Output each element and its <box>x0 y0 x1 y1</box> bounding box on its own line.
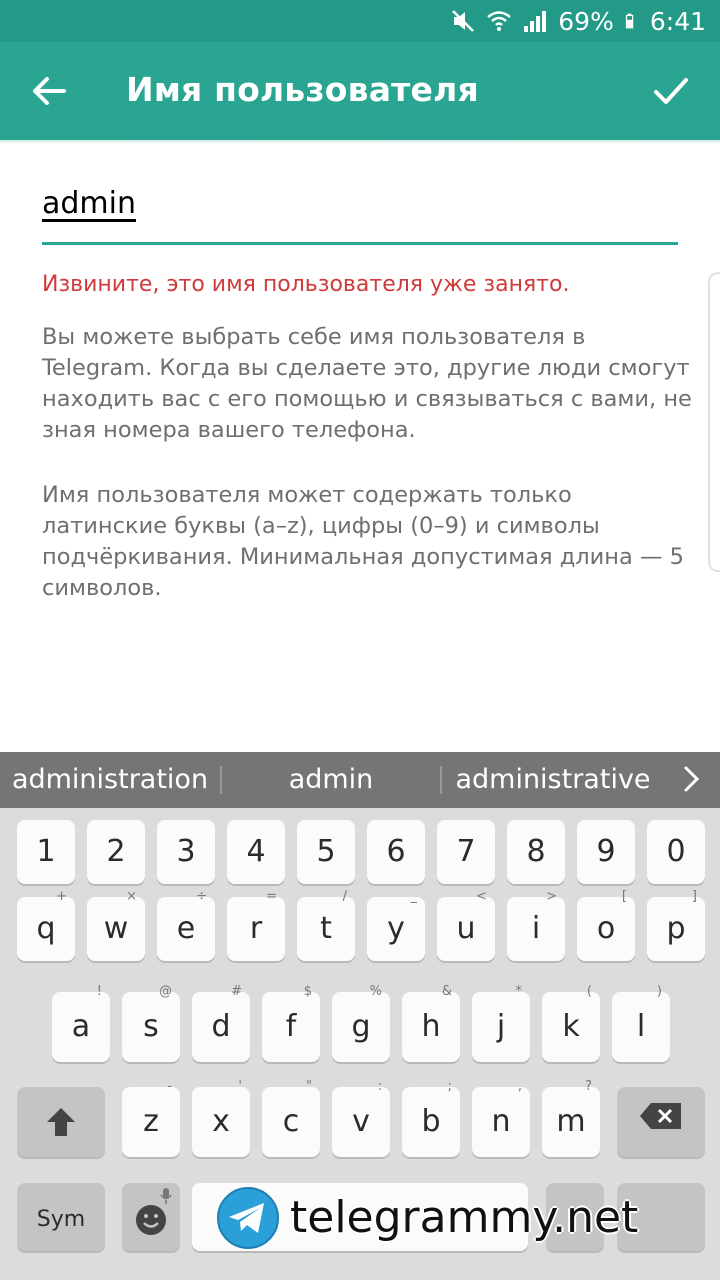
key-label: 2 <box>106 834 126 869</box>
key-9[interactable] <box>577 820 635 884</box>
key-label: n <box>491 1104 511 1139</box>
key-y[interactable] <box>367 889 425 961</box>
key-label: 8 <box>526 834 546 869</box>
key-hint: % <box>369 984 382 999</box>
key-label: 1 <box>36 834 56 869</box>
key-label: a <box>71 1009 91 1044</box>
key-w[interactable] <box>87 889 145 961</box>
emoji-icon <box>134 1203 168 1237</box>
key-label: m <box>556 1104 586 1139</box>
shift-arrow-icon <box>44 1105 78 1139</box>
key-label: r <box>249 911 263 946</box>
key-hint: [ <box>621 889 627 904</box>
key-label: e <box>176 911 196 946</box>
key-k[interactable] <box>542 984 600 1062</box>
shift-key[interactable] <box>17 1087 105 1157</box>
mute-icon <box>450 8 476 34</box>
status-bar <box>0 0 720 42</box>
key-hint: ; <box>447 1079 452 1094</box>
key-0[interactable] <box>647 820 705 884</box>
battery-percent: 69% <box>558 6 614 36</box>
key-1[interactable] <box>17 820 75 884</box>
key-x[interactable] <box>192 1079 250 1157</box>
key-label: f <box>285 1009 297 1044</box>
key-label: 0 <box>666 834 686 869</box>
telegram-logo-icon <box>216 1186 280 1250</box>
key-hint: _ <box>410 889 417 904</box>
suggestion-3[interactable]: administrative <box>455 764 651 795</box>
backspace-icon <box>639 1101 683 1131</box>
key-6[interactable] <box>367 820 425 884</box>
app-bar-shadow <box>0 140 720 144</box>
suggestion-2[interactable]: admin <box>288 764 374 795</box>
key-o[interactable] <box>577 889 635 961</box>
username-value: admin <box>42 186 136 221</box>
key-label: y <box>387 911 405 946</box>
key-7[interactable] <box>437 820 495 884</box>
key-label: d <box>211 1009 231 1044</box>
key-label: 4 <box>246 834 266 869</box>
key-j[interactable] <box>472 984 530 1062</box>
signal-icon <box>522 8 548 34</box>
key-label: p <box>666 911 686 946</box>
key-e[interactable] <box>157 889 215 961</box>
key-z[interactable] <box>122 1079 180 1157</box>
edge-panel-handle[interactable] <box>708 272 720 572</box>
key-label: 5 <box>316 834 336 869</box>
chevron-right-icon[interactable] <box>676 764 706 794</box>
key-r[interactable] <box>227 889 285 961</box>
key-hint: , <box>517 1079 522 1094</box>
key-p[interactable] <box>647 889 705 961</box>
key-label: c <box>282 1104 300 1139</box>
suggestion-1[interactable]: administration <box>11 764 209 795</box>
key-hint: # <box>231 984 242 999</box>
key-label: l <box>636 1009 646 1044</box>
key-hint: - <box>167 1079 172 1094</box>
key-q[interactable] <box>17 889 75 961</box>
key-hint: / <box>342 889 347 904</box>
key-b[interactable] <box>402 1079 460 1157</box>
app-bar <box>0 42 720 140</box>
key-i[interactable] <box>507 889 565 961</box>
key-hint: ÷ <box>196 889 207 904</box>
key-hint: & <box>441 984 452 999</box>
key-label: 3 <box>176 834 196 869</box>
key-5[interactable] <box>297 820 355 884</box>
username-input[interactable] <box>42 178 678 245</box>
key-s[interactable] <box>122 984 180 1062</box>
wifi-icon <box>486 8 512 34</box>
key-h[interactable] <box>402 984 460 1062</box>
battery-icon <box>624 8 640 34</box>
key-hint: < <box>476 889 487 904</box>
key-f[interactable] <box>262 984 320 1062</box>
key-hint: + <box>56 889 67 904</box>
key-hint: ! <box>96 984 102 999</box>
key-3[interactable] <box>157 820 215 884</box>
key-g[interactable] <box>332 984 390 1062</box>
backspace-key[interactable] <box>617 1087 705 1157</box>
key-t[interactable] <box>297 889 355 961</box>
key-label: b <box>421 1104 441 1139</box>
key-label: o <box>596 911 616 946</box>
key-label: g <box>351 1009 371 1044</box>
suggestion-bar <box>0 752 720 808</box>
key-label: x <box>212 1104 230 1139</box>
key-hint: $ <box>303 984 312 999</box>
key-hint: = <box>266 889 277 904</box>
key-hint: ? <box>585 1079 592 1094</box>
key-hint: " <box>306 1079 312 1094</box>
key-2[interactable] <box>87 820 145 884</box>
key-l[interactable] <box>612 984 670 1062</box>
check-icon[interactable] <box>648 68 694 114</box>
watermark-text: telegrammy.net <box>290 1192 639 1243</box>
key-d[interactable] <box>192 984 250 1062</box>
key-m[interactable] <box>542 1079 600 1157</box>
sym-key[interactable] <box>17 1183 105 1251</box>
key-u[interactable] <box>437 889 495 961</box>
clock: 6:41 <box>649 6 706 36</box>
watermark <box>216 1186 716 1252</box>
key-n[interactable] <box>472 1079 530 1157</box>
key-label: z <box>143 1104 159 1139</box>
key-label: s <box>143 1009 159 1044</box>
key-label: h <box>421 1009 441 1044</box>
key-label: v <box>352 1104 370 1139</box>
key-4[interactable] <box>227 820 285 884</box>
sym-label: Sym <box>36 1207 86 1232</box>
help-paragraph-1: Вы можете выбрать себе имя пользователя в Telegram. Когда вы сделаете это, другие люди смогут находить вас с его помощью и связываться с вами, не зная номера вашего телефона. <box>42 324 692 443</box>
emoji-key[interactable] <box>122 1183 180 1251</box>
key-label: u <box>456 911 476 946</box>
key-a[interactable] <box>52 984 110 1062</box>
key-label: q <box>36 911 56 946</box>
key-hint: ) <box>656 984 662 999</box>
key-v[interactable] <box>332 1079 390 1157</box>
key-8[interactable] <box>507 820 565 884</box>
error-message: Извините, это имя пользователя уже занято. <box>42 272 570 297</box>
key-label: 9 <box>596 834 616 869</box>
arrow-left-icon[interactable] <box>26 68 72 114</box>
key-hint: : <box>377 1079 382 1094</box>
status-icons <box>450 0 706 42</box>
key-label: k <box>562 1009 580 1044</box>
help-paragraph-2: Имя пользователя может содержать только латинские буквы (a–z), цифры (0–9) и символы подчёркивания. Минимальная допустимая длина — 5 символов. <box>42 482 684 601</box>
key-label: t <box>320 911 332 946</box>
key-hint: > <box>546 889 557 904</box>
key-label: j <box>496 1009 506 1044</box>
key-label: i <box>531 911 541 946</box>
key-c[interactable] <box>262 1079 320 1157</box>
key-hint: ' <box>238 1079 242 1094</box>
key-hint: @ <box>159 984 172 999</box>
key-label: 6 <box>386 834 406 869</box>
key-hint: ] <box>691 889 697 904</box>
key-label: w <box>103 911 129 946</box>
key-hint: * <box>515 984 522 999</box>
key-hint: × <box>126 889 137 904</box>
page-title: Имя пользователя <box>126 70 479 109</box>
key-label: 7 <box>456 834 476 869</box>
key-hint: ( <box>586 984 592 999</box>
mic-icon <box>160 1187 172 1205</box>
